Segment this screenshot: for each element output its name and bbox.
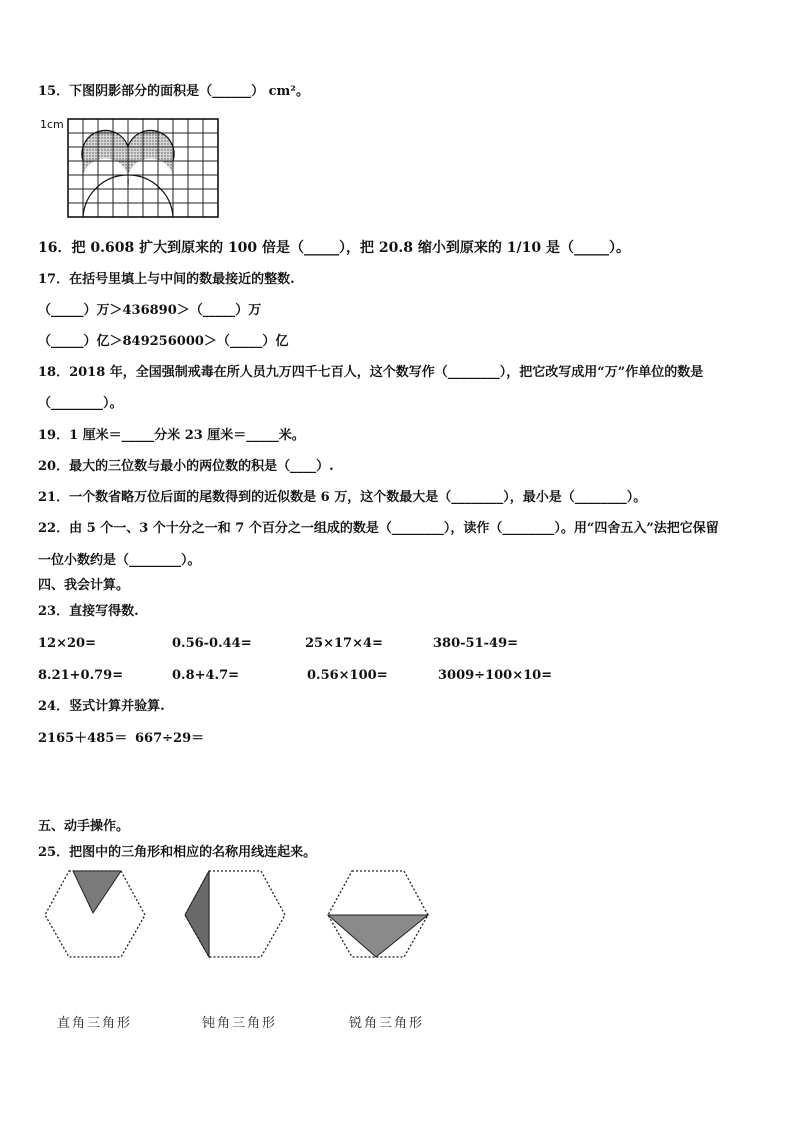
q16-text: 16．把 0.608 扩大到原来的 100 倍是（_____），把 20.8 缩小到原来的 1/10 是（_____）。 [38,240,630,256]
q24-title: 24．竖式计算并验算. [38,699,165,714]
q23-title: 23．直接写得数. [38,604,139,619]
calc-item: 12×20= [38,636,96,651]
calc-item: 0.8+4.7= [172,668,240,683]
q20-text: 20．最大的三位数与最小的两位数的积是（____）. [38,459,334,474]
q22-line1: 22．由 5 个一、3 个十分之一和 7 个百分之一组成的数是（________），读作（________）。用“四舍五入”法把它保留 [38,521,719,536]
q17-line1: （_____）万＞436890＞（_____）万 [38,303,262,318]
q17-title: 17．在括号里填上与中间的数最接近的整数. [38,272,295,287]
calc-item: 0.56-0.44= [172,636,252,651]
section4-title: 四、我会计算。 [38,578,130,593]
shaded-grid-figure [68,119,228,224]
section5-title: 五、动手操作。 [38,819,130,834]
q19-text: 19．1 厘米＝_____分米 23 厘米＝_____米。 [38,428,305,443]
q22-line2: 一位小数约是（________）。 [38,553,201,568]
label-right-triangle: 直角三角形 [57,1016,133,1031]
calc-item: 8.21+0.79= [38,668,124,683]
label-acute-triangle: 锐角三角形 [349,1016,425,1031]
hexagon-figure-3 [326,867,430,959]
q21-text: 21．一个数省略万位后面的尾数得到的近似数是 6 万，这个数最大是（________），最小是（________）。 [38,490,647,505]
q17-line2: （_____）亿＞849256000＞（_____）亿 [38,334,289,349]
label-obtuse-triangle: 钝角三角形 [202,1016,278,1031]
q18-line1: 18．2018 年，全国强制戒毒在所人员九万四千七百人，这个数写作（________），把它改写成用“万”作单位的数是 [38,365,704,380]
calc-item: 25×17×4= [305,636,383,651]
q24-item: 667÷29＝ [135,731,205,746]
hexagon-figure-2 [183,867,287,959]
calc-item: 380-51-49= [433,636,519,651]
hexagon-figure-1 [43,867,147,959]
calc-item: 3009÷100×10= [438,668,553,683]
q15-text: 15．下图阴影部分的面积是（______） cm²。 [38,84,309,99]
q24-item: 2165＋485＝ [38,731,128,746]
grid-unit-label: 1cm [40,118,64,131]
q18-line2: （________）。 [38,396,123,411]
q25-title: 25．把图中的三角形和相应的名称用线连起来。 [38,845,317,860]
calc-item: 0.56×100= [307,668,388,683]
